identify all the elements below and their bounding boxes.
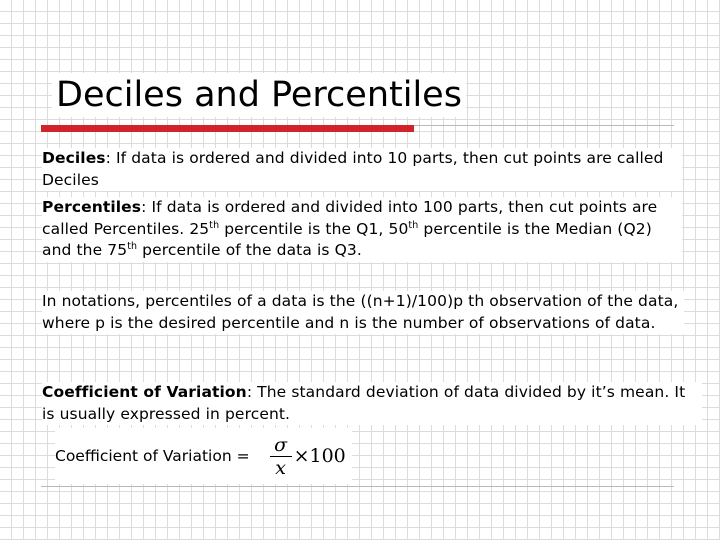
percentiles-text-d: percentile of the data is Q3. [137,241,362,259]
ordinal-suffix-50: th [408,219,419,231]
formula-multiplier: ×100 [293,445,346,467]
cv-formula [55,428,352,484]
formula-denominator: x [275,456,286,479]
bottom-divider-line [41,486,674,487]
percentiles-text-b: percentile is the Q1, 50 [219,219,409,238]
formula-numerator: σ [274,433,288,456]
cv-text: : The standard deviation of data divided by it’s mean. It is usually expressed in percent. [42,383,686,423]
deciles-term: Deciles [42,149,106,167]
ordinal-suffix-25: th [209,219,220,231]
formula-fraction [270,434,292,479]
formula-label: Coefficient of Variation = [55,447,250,465]
slide-title: Deciles and Percentiles [52,73,466,117]
cv-definition [42,382,702,425]
percentiles-text-c: percentile is the Median (Q2) and the 75 [42,219,652,259]
deciles-text: : If data is ordered and divided into 10 parts, then cut points are called Deciles [42,149,664,189]
notation-paragraph: In notations, percentiles of a data is the ((n+1)/100)p th observation of the data, where p is the desired percentile and n is the number of observations of data. [42,291,684,334]
percentiles-definition [42,197,682,262]
percentiles-term: Percentiles [42,198,142,216]
cv-term: Coefficient of Variation [42,383,247,401]
percentiles-text-a: : If data is ordered and divided into 100 parts, then cut points are called Percentiles. 25 [42,198,658,238]
title-accent-bar [41,125,414,132]
deciles-definition [42,148,682,191]
ordinal-suffix-75: th [127,241,138,252]
